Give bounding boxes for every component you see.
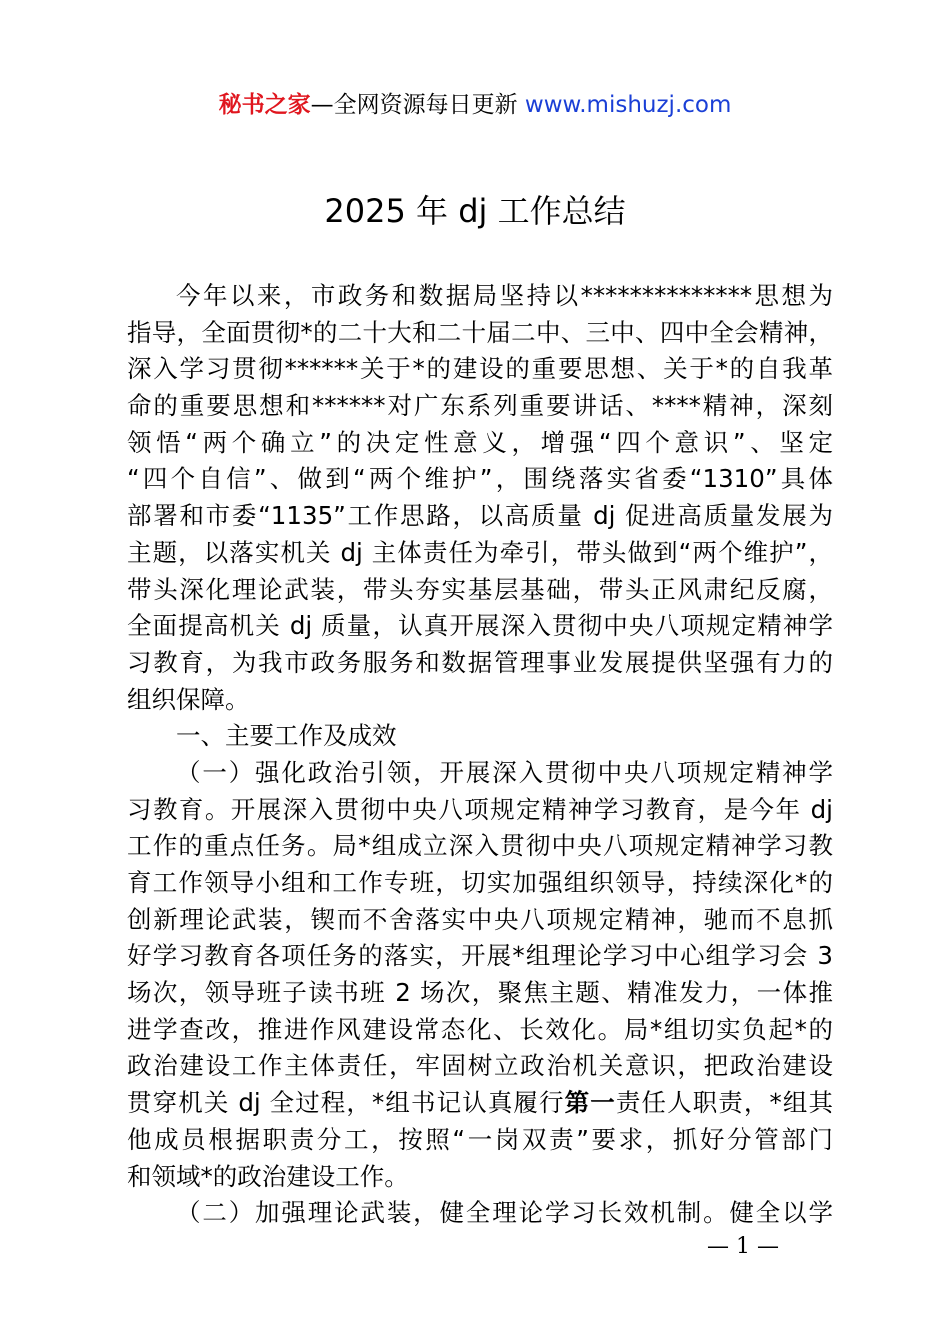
text-line: 今年以来，市政务和数据局坚持以**************思想为 [176, 281, 833, 310]
text-line: “四个自信”、做到“两个维护”，围绕落实省委“1310”具体 [127, 464, 833, 494]
text-line: 创新理论武装，锲而不舍落实中央八项规定精神，驰而不息抓 [127, 904, 833, 934]
text-line: 主题，以落实机关 dj 主体责任为牵引，带头做到“两个维护”， [127, 537, 833, 567]
text-line: 组织保障。 [127, 684, 250, 714]
text-line: 习教育，为我市政务服务和数据管理事业发展提供坚强有力的 [127, 647, 833, 677]
bold-text-run: 第一 [564, 1088, 616, 1118]
document-title: 2025 年 dj 工作总结 [324, 192, 626, 230]
text-line: 全面提高机关 dj 质量，认真开展深入贯彻中央八项规定精神学 [127, 611, 833, 641]
text-line: 深入学习贯彻******关于*的建设的重要思想、关于*的自我革 [127, 354, 833, 384]
text-line [127, 1085, 833, 1122]
site-url-link[interactable]: www.mishuzj.com [524, 92, 732, 118]
document-body [127, 278, 833, 1232]
site-brand: 秘书之家 [218, 92, 311, 118]
text-line: 部署和市委“1135”工作思路，以高质量 dj 促进高质量发展为 [127, 501, 833, 531]
page-number: — 1 — [707, 1234, 779, 1259]
text-line: 带头深化理论武装，带头夯实基层基础，带头正风肃纪反腐， [127, 574, 833, 604]
text-run: 责任人职责，*组其 [615, 1088, 833, 1118]
site-header [0, 88, 950, 122]
text-line: 好学习教育各项任务的落实，开展*组理论学习中心组学习会 3 [127, 941, 833, 971]
site-tagline: —全网资源每日更新 [310, 92, 525, 118]
text-line: （一）强化政治引领，开展深入贯彻中央八项规定精神学 [176, 757, 833, 787]
text-line: 工作的重点任务。局*组成立深入贯彻中央八项规定精神学习教 [127, 831, 833, 861]
text-line: 进学查改，推进作风建设常态化、长效化。局*组切实负起*的 [127, 1014, 833, 1044]
text-line: 和领域*的政治建设工作。 [127, 1161, 409, 1191]
text-line: 他成员根据职责分工，按照“一岗双责”要求，抓好分管部门 [127, 1124, 833, 1154]
text-line: 命的重要思想和******对广东系列重要讲话、****精神，深刻 [127, 391, 833, 421]
text-line: 指导，全面贯彻*的二十大和二十届二中、三中、四中全会精神， [127, 317, 833, 347]
text-line: （二）加强理论武装，健全理论学习长效机制。健全以学 [176, 1198, 833, 1228]
text-line: 育工作领导小组和工作专班，切实加强组织领导，持续深化*的 [127, 868, 833, 897]
text-line: 场次，领导班子读书班 2 场次，聚焦主题、精准发力，一体推 [127, 978, 833, 1008]
text-line: 政治建设工作主体责任，牢固树立政治机关意识，把政治建设 [127, 1051, 833, 1081]
text-run: 贯穿机关 dj 全过程，*组书记认真履行 [127, 1088, 565, 1118]
text-line: 领悟“两个确立”的决定性意义，增强“四个意识”、坚定 [127, 427, 833, 457]
text-line: 习教育。开展深入贯彻中央八项规定精神学习教育，是今年 dj [127, 794, 833, 824]
section-heading: 一、主要工作及成效 [176, 721, 397, 751]
